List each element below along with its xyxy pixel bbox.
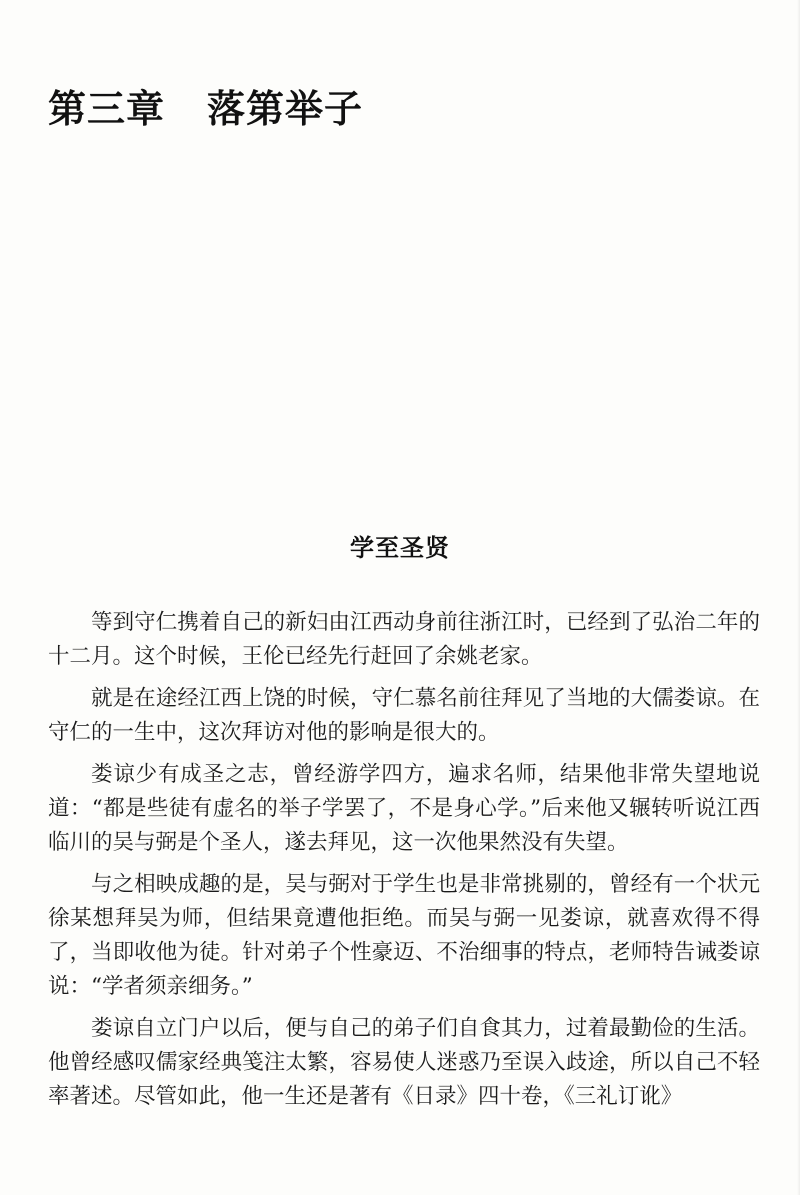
paragraph: 娄谅少有成圣之志，曾经游学四方，遍求名师，结果他非常失望地说道：“都是些徒有虚名的举子学罢了，不是身心学。”后来他又辗转听说江西临川的吴与弼是个圣人，遂去拜见，这一次他果然没有失望。 [48,762,760,855]
chapter-heading [48,78,363,133]
chapter-title: 落第举子 [207,87,364,131]
chapter-number: 第三章 [48,87,166,131]
section-title: 学至圣贤 [350,534,450,562]
paragraph: 等到守仁携着自己的新妇由江西动身前往浙江时，已经到了弘治二年的十二月。这个时候，王伦已经先行赶回了余姚老家。 [48,610,760,669]
body-text [48,606,760,1122]
paragraph: 娄谅自立门户以后，便与自己的弟子们自食其力，过着最勤俭的生活。他曾经感叹儒家经典笺注太繁，容易使人迷惑乃至误入歧途，所以自己不轻率著述。尽管如此，他一生还是著有《日录》四十卷，《三礼订讹》 [48,1016,760,1109]
paragraph: 就是在途经江西上饶的时候，守仁慕名前往拜见了当地的大儒娄谅。在守仁的一生中，这次拜访对他的影响是很大的。 [48,686,760,745]
paragraph: 与之相映成趣的是，吴与弼对于学生也是非常挑剔的，曾经有一个状元徐某想拜吴为师，但结果竟遭他拒绝。而吴与弼一见娄谅，就喜欢得不得了，当即收他为徒。针对弟子个性豪迈、不治细事的特点，老师特告诫娄谅说：“学者须亲细务。” [48,872,760,999]
